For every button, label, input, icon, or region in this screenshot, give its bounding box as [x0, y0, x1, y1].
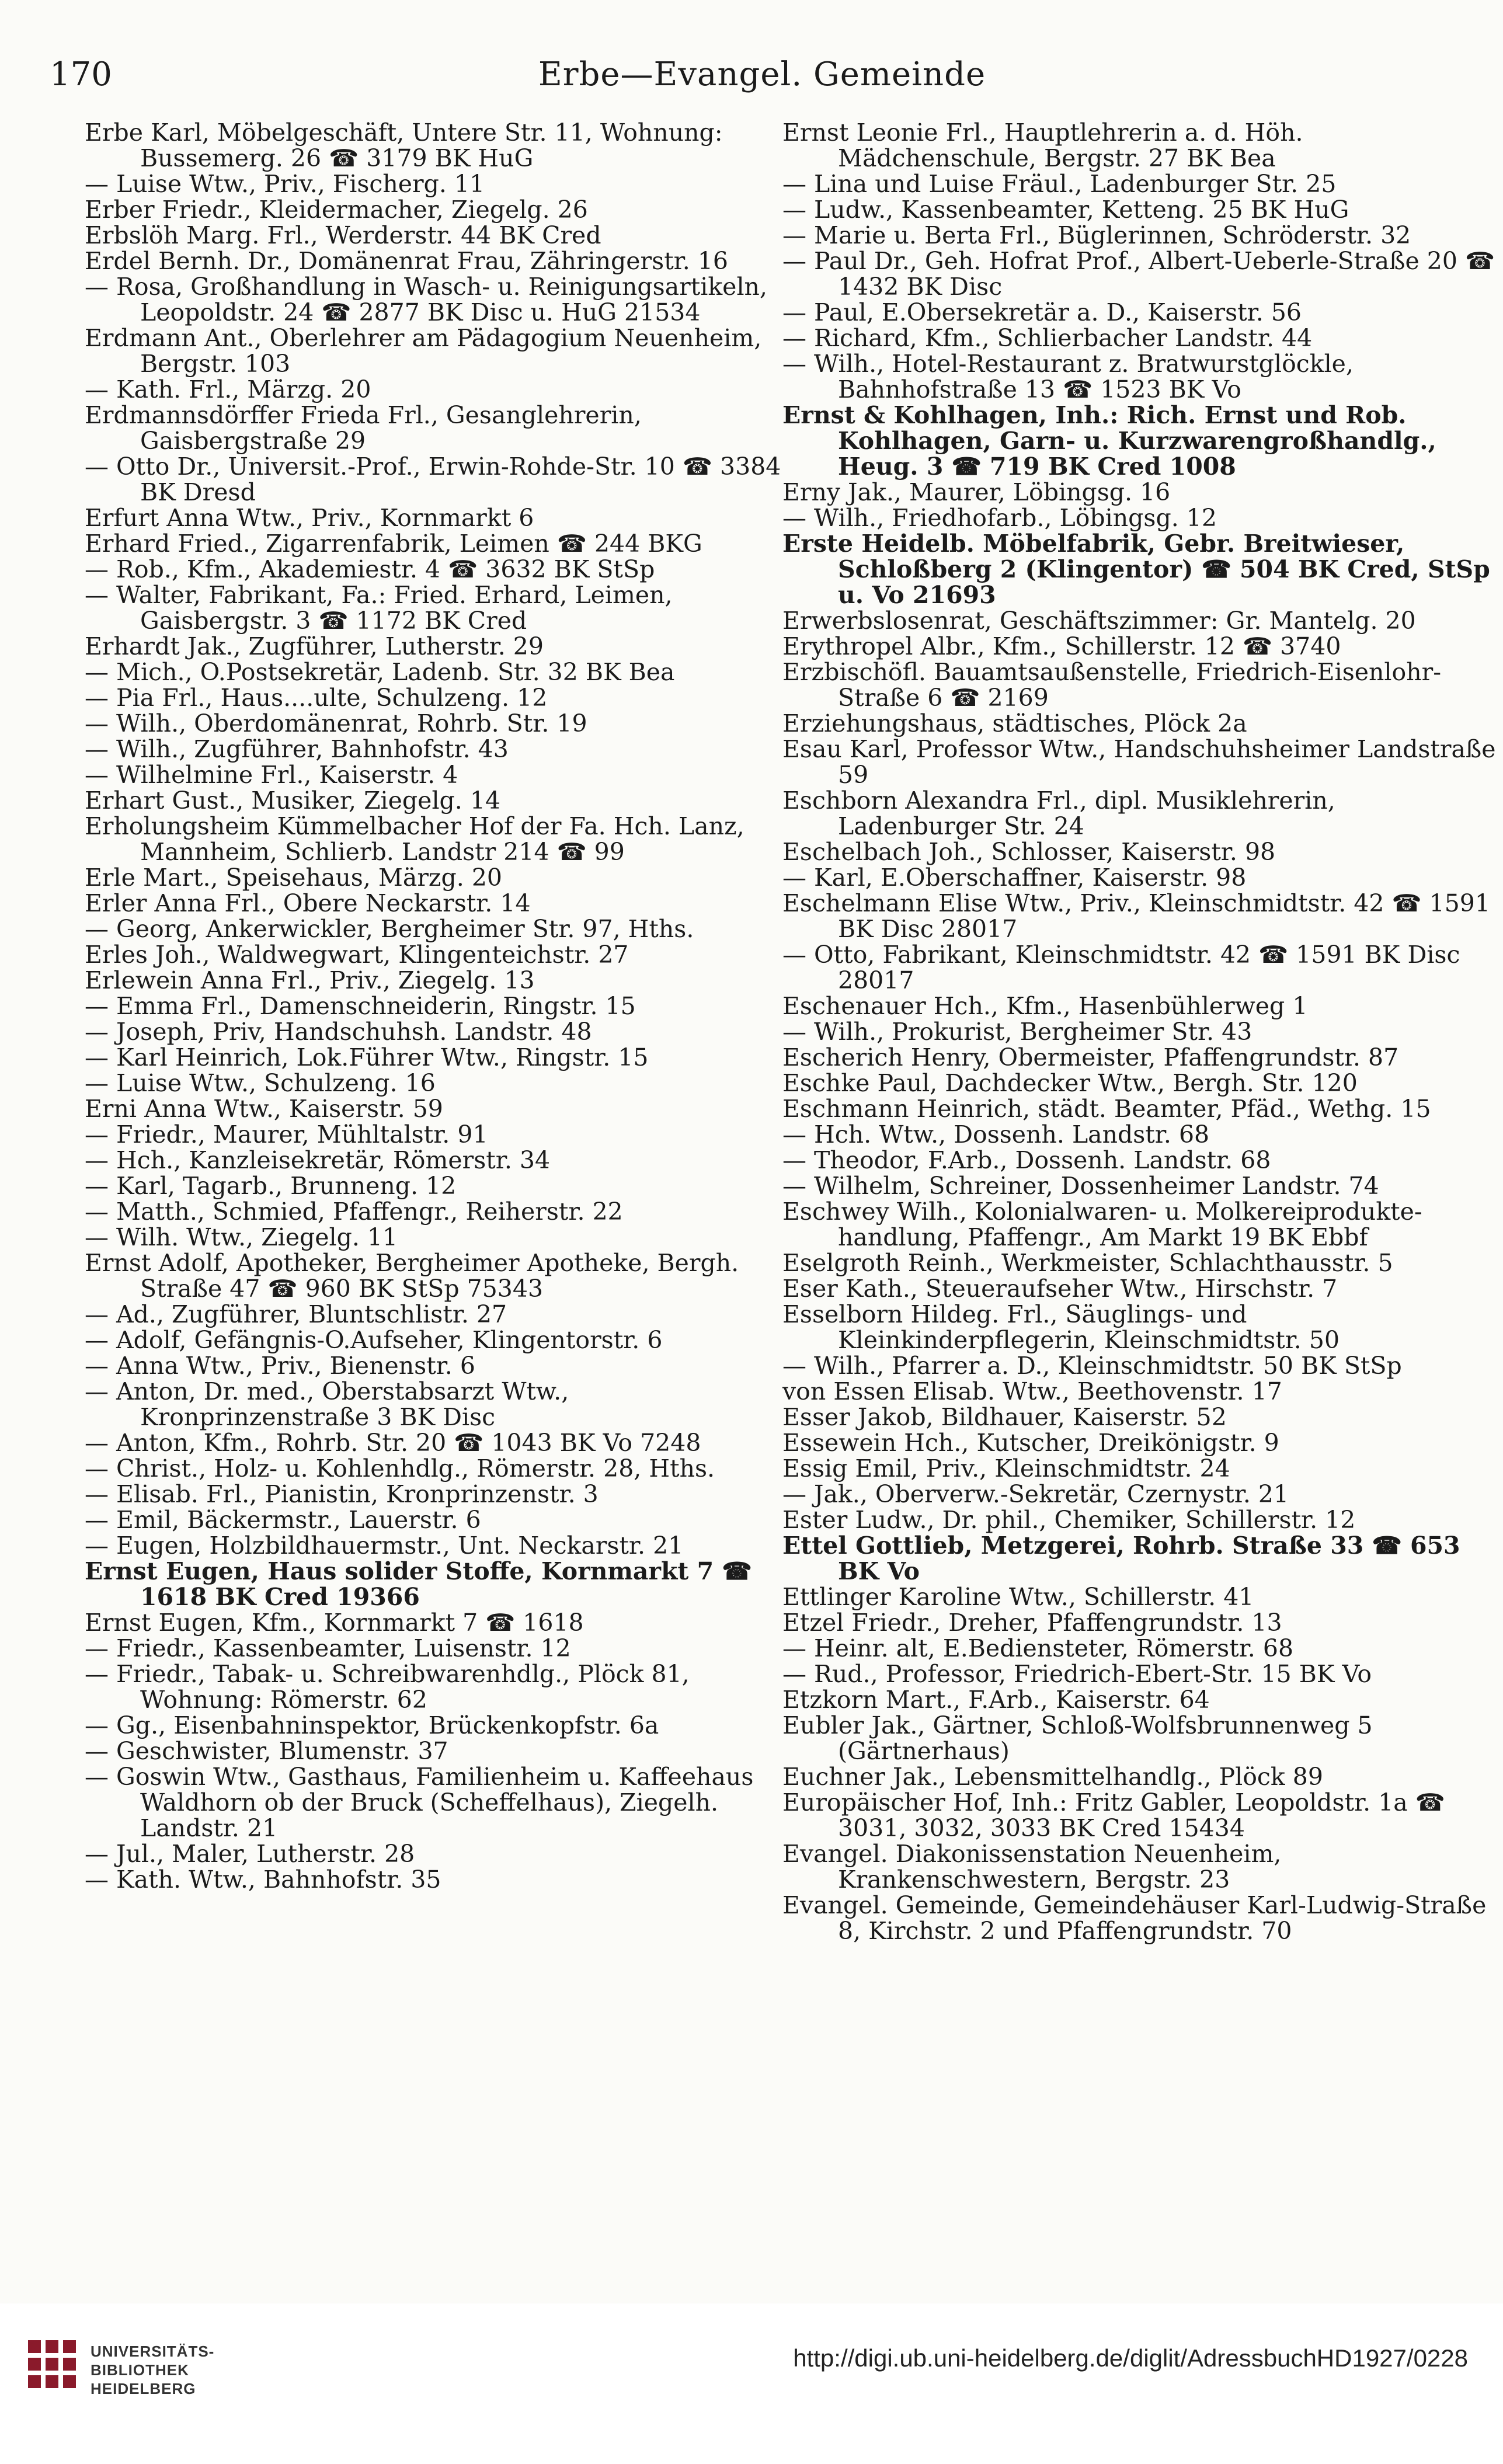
directory-entry: Erhart Gust., Musiker, Ziegelg. 14 — [85, 786, 501, 815]
directory-entry: — Gg., Eisenbahninspektor, Brückenkopfstr. 6a — [85, 1711, 659, 1739]
directory-entry: — Rud., Professor, Friedrich-Ebert-Str. 15 BK Vo — [782, 1660, 1372, 1688]
directory-entry: — Jak., Oberverw.-Sekretär, Czernystr. 21 — [782, 1480, 1289, 1508]
directory-entry: Ernst & Kohlhagen, Inh.: Rich. Ernst und Rob. Kohlhagen, Garn- u. Kurzwarengroßhandlg., Heug. 3 ☎ 719 BK Cred 1008 — [782, 401, 1436, 481]
directory-entry: — Eugen, Holzbildhauermstr., Unt. Neckarstr. 21 — [85, 1532, 684, 1560]
directory-entry: von Essen Elisab. Wtw., Beethovenstr. 17 — [782, 1377, 1282, 1405]
library-logo[interactable] — [23, 2330, 315, 2406]
directory-entry: — Karl, Tagarb., Brunneng. 12 — [85, 1172, 457, 1200]
running-title: Erbe—Evangel. Gemeinde — [538, 55, 986, 93]
directory-entry: Erlewein Anna Frl., Priv., Ziegelg. 13 — [85, 966, 535, 994]
logo-line: BIBLIOTHEK — [91, 2361, 189, 2379]
directory-entry: Eschborn Alexandra Frl., dipl. Musiklehrerin, Ladenburger Str. 24 — [782, 786, 1335, 840]
directory-entry: — Luise Wtw., Schulzeng. 16 — [85, 1069, 436, 1097]
directory-entry: — Emil, Bäckermstr., Lauerstr. 6 — [85, 1506, 481, 1534]
logo-line: HEIDELBERG — [91, 2380, 196, 2397]
directory-entry: — Friedr., Tabak- u. Schreibwarenhdlg., Plöck 81, Wohnung: Römerstr. 62 — [85, 1660, 690, 1714]
directory-entry: — Paul, E.Obersekretär a. D., Kaiserstr. 56 — [782, 298, 1302, 326]
directory-entry: Etzel Friedr., Dreher, Pfaffengrundstr. 13 — [782, 1609, 1282, 1637]
directory-entry: — Emma Frl., Damenschneiderin, Ringstr. 15 — [85, 992, 636, 1020]
directory-entry: Ernst Adolf, Apotheker, Bergheimer Apotheke, Bergh. Straße 47 ☎ 960 BK StSp 75343 — [85, 1249, 739, 1303]
directory-entry: — Friedr., Kassenbeamter, Luisenstr. 12 — [85, 1634, 571, 1662]
directory-entry: Esselborn Hildeg. Frl., Säuglings- und Kleinkinderpflegerin, Kleinschmidtstr. 50 — [782, 1300, 1340, 1354]
directory-entry: — Hch. Wtw., Dossenh. Landstr. 68 — [782, 1120, 1210, 1149]
directory-entry: Essig Emil, Priv., Kleinschmidtstr. 24 — [782, 1454, 1230, 1482]
directory-entry: Ernst Eugen, Kfm., Kornmarkt 7 ☎ 1618 — [85, 1609, 584, 1637]
source-url-link[interactable]: http://digi.ub.uni-heidelberg.de/diglit/AdressbuchHD1927/0228 — [793, 2344, 1468, 2372]
left-column — [85, 120, 800, 1892]
directory-entry: Etzkorn Mart., F.Arb., Kaiserstr. 64 — [782, 1686, 1210, 1714]
directory-entry: — Kath. Frl., Märzg. 20 — [85, 375, 371, 403]
directory-entry: — Heinr. alt, E.Bediensteter, Römerstr. 68 — [782, 1634, 1294, 1662]
directory-entry: Erny Jak., Maurer, Löbingsg. 16 — [782, 478, 1171, 506]
directory-entry: — Georg, Ankerwickler, Bergheimer Str. 97, Hths. — [85, 915, 694, 943]
directory-entry: Erni Anna Wtw., Kaiserstr. 59 — [85, 1095, 443, 1123]
directory-entry: — Richard, Kfm., Schlierbacher Landstr. 44 — [782, 324, 1313, 352]
directory-entry: — Lina und Luise Fräul., Ladenburger Str. 25 — [782, 170, 1337, 198]
directory-entry: — Wilh. Wtw., Ziegelg. 11 — [85, 1223, 398, 1251]
directory-entry: Europäischer Hof, Inh.: Fritz Gabler, Leopoldstr. 1a ☎ 3031, 3032, 3033 BK Cred 15434 — [782, 1788, 1445, 1842]
directory-entry: — Rosa, Großhandlung in Wasch- u. Reinigungsartikeln, Leopoldstr. 24 ☎ 2877 BK Disc u. HuG 21534 — [85, 273, 768, 326]
directory-entry: — Adolf, Gefängnis-O.Aufseher, Klingentorstr. 6 — [85, 1326, 663, 1354]
directory-entry: — Anton, Kfm., Rohrb. Str. 20 ☎ 1043 BK Vo 7248 — [85, 1429, 701, 1457]
page-header — [50, 55, 1474, 102]
directory-entry: Erythropel Albr., Kfm., Schillerstr. 12 ☎ 3740 — [782, 632, 1341, 660]
directory-entry: Esau Karl, Professor Wtw., Handschuhsheimer Landstraße 59 — [782, 735, 1496, 789]
directory-entry: — Paul Dr., Geh. Hofrat Prof., Albert-Ueberle-Straße 20 ☎ 1432 BK Disc — [782, 247, 1495, 301]
directory-entry: Erste Heidelb. Möbelfabrik, Gebr. Breitwieser, Schloßberg 2 (Klingentor) ☎ 504 BK Cred, StSp u. Vo 21693 — [782, 530, 1490, 609]
directory-entry: Eser Kath., Steueraufseher Wtw., Hirschstr. 7 — [782, 1275, 1338, 1303]
directory-entry: — Geschwister, Blumenstr. 37 — [85, 1737, 448, 1765]
directory-entry: — Walter, Fabrikant, Fa.: Fried. Erhard, Leimen, Gaisbergstr. 3 ☎ 1172 BK Cred — [85, 581, 673, 635]
directory-entry: — Goswin Wtw., Gasthaus, Familienheim u. Kaffeehaus Waldhorn ob der Bruck (Scheffelhaus), Ziegelh. Landstr. 21 — [85, 1763, 754, 1842]
directory-entry: Eselgroth Reinh., Werkmeister, Schlachthausstr. 5 — [782, 1249, 1393, 1277]
page-number: 170 — [50, 55, 112, 93]
directory-entry: Euchner Jak., Lebensmittelhandlg., Plöck 89 — [782, 1763, 1323, 1791]
directory-entry: — Otto Dr., Universit.-Prof., Erwin-Rohde-Str. 10 ☎ 3384 BK Dresd — [85, 453, 781, 506]
directory-entry: Eschelbach Joh., Schlosser, Kaiserstr. 98 — [782, 838, 1276, 866]
directory-entry: — Rob., Kfm., Akademiestr. 4 ☎ 3632 BK StSp — [85, 555, 655, 583]
directory-entry: — Wilh., Friedhofarb., Löbingsg. 12 — [782, 504, 1217, 532]
directory-entry: — Friedr., Maurer, Mühltalstr. 91 — [85, 1120, 488, 1149]
directory-entry: Escherich Henry, Obermeister, Pfaffengrundstr. 87 — [782, 1043, 1399, 1071]
library-logo-icon — [23, 2336, 82, 2394]
directory-entry: Eschwey Wilh., Kolonialwaren- u. Molkereiprodukte-handlung, Pfaffengr., Am Markt 19 BK Ebbf — [782, 1198, 1422, 1251]
directory-entry: Eschenauer Hch., Kfm., Hasenbühlerweg 1 — [782, 992, 1308, 1020]
directory-entry: Ernst Eugen, Haus solider Stoffe, Kornmarkt 7 ☎ 1618 BK Cred 19366 — [85, 1557, 752, 1611]
directory-entry: — Wilh., Oberdomänenrat, Rohrb. Str. 19 — [85, 709, 587, 737]
directory-entry: Ernst Leonie Frl., Hauptlehrerin a. d. Höh. Mädchenschule, Bergstr. 27 BK Bea — [782, 119, 1303, 172]
directory-entry: — Wilh., Prokurist, Bergheimer Str. 43 — [782, 1018, 1252, 1046]
directory-entry: — Wilh., Zugführer, Bahnhofstr. 43 — [85, 735, 509, 763]
directory-entry: — Jul., Maler, Lutherstr. 28 — [85, 1840, 415, 1868]
directory-entry: Eschmann Heinrich, städt. Beamter, Pfäd., Wethg. 15 — [782, 1095, 1431, 1123]
directory-entry: — Marie u. Berta Frl., Büglerinnen, Schröderstr. 32 — [782, 221, 1411, 249]
directory-entry: Erler Anna Frl., Obere Neckarstr. 14 — [85, 889, 531, 917]
logo-line: UNIVERSITÄTS- — [91, 2343, 215, 2360]
directory-entry: — Pia Frl., Haus....ulte, Schulzeng. 12 — [85, 684, 548, 712]
directory-entry: Erziehungshaus, städtisches, Plöck 2a — [782, 709, 1247, 737]
directory-entry: — Ludw., Kassenbeamter, Ketteng. 25 BK HuG — [782, 196, 1349, 224]
directory-entry: Evangel. Diakonissenstation Neuenheim, Krankenschwestern, Bergstr. 23 — [782, 1840, 1282, 1894]
footer — [0, 2303, 1503, 2464]
directory-entry: — Joseph, Priv, Handschuhsh. Landstr. 48 — [85, 1018, 592, 1046]
directory-entry: Erbe Karl, Möbelgeschäft, Untere Str. 11, Wohnung: Bussemerg. 26 ☎ 3179 BK HuG — [85, 119, 723, 172]
directory-entry: — Wilh., Pfarrer a. D., Kleinschmidtstr. 50 BK StSp — [782, 1352, 1402, 1380]
directory-entry: Erhardt Jak., Zugführer, Lutherstr. 29 — [85, 632, 544, 660]
directory-entry: — Wilhelmine Frl., Kaiserstr. 4 — [85, 761, 458, 789]
directory-entry: — Anna Wtw., Priv., Bienenstr. 6 — [85, 1352, 475, 1380]
directory-entry: — Ad., Zugführer, Bluntschlistr. 27 — [85, 1300, 507, 1328]
directory-entry: Esser Jakob, Bildhauer, Kaiserstr. 52 — [782, 1403, 1227, 1431]
directory-entry: Evangel. Gemeinde, Gemeindehäuser Karl-Ludwig-Straße 8, Kirchstr. 2 und Pfaffengrundstr. 70 — [782, 1891, 1487, 1945]
directory-entry: — Karl Heinrich, Lok.Führer Wtw., Ringstr. 15 — [85, 1043, 649, 1071]
directory-entry: Erholungsheim Kümmelbacher Hof der Fa. Hch. Lanz, Mannheim, Schlierb. Landstr 214 ☎ 99 — [85, 812, 744, 866]
directory-entry: Ettlinger Karoline Wtw., Schillerstr. 41 — [782, 1583, 1254, 1611]
directory-entry: Ettel Gottlieb, Metzgerei, Rohrb. Straße 33 ☎ 653 BK Vo — [782, 1532, 1460, 1585]
directory-entry: — Elisab. Frl., Pianistin, Kronprinzenstr. 3 — [85, 1480, 599, 1508]
directory-entry: — Luise Wtw., Priv., Fischerg. 11 — [85, 170, 485, 198]
directory-entry: Erber Friedr., Kleidermacher, Ziegelg. 26 — [85, 196, 588, 224]
directory-entry: Erbslöh Marg. Frl., Werderstr. 44 BK Cred — [85, 221, 601, 249]
directory-entry: Erzbischöfl. Bauamtsaußenstelle, Friedrich-Eisenlohr-Straße 6 ☎ 2169 — [782, 658, 1442, 712]
directory-entry: — Karl, E.Oberschaffner, Kaiserstr. 98 — [782, 864, 1247, 892]
directory-entry: Erles Joh., Waldwegwart, Klingenteichstr. 27 — [85, 941, 629, 969]
directory-entry: Erdel Bernh. Dr., Domänenrat Frau, Zähringerstr. 16 — [85, 247, 728, 275]
directory-entry: Erfurt Anna Wtw., Priv., Kornmarkt 6 — [85, 504, 534, 532]
directory-entry: Erdmannsdörffer Frieda Frl., Gesanglehrerin, Gaisbergstraße 29 — [85, 401, 642, 455]
directory-entry: — Kath. Wtw., Bahnhofstr. 35 — [85, 1866, 441, 1894]
directory-entry: — Anton, Dr. med., Oberstabsarzt Wtw., Kronprinzenstraße 3 BK Disc — [85, 1377, 569, 1431]
directory-entry: — Mich., O.Postsekretär, Ladenb. Str. 32 BK Bea — [85, 658, 675, 686]
directory-entry: — Hch., Kanzleisekretär, Römerstr. 34 — [85, 1146, 551, 1174]
directory-entry: — Theodor, F.Arb., Dossenh. Landstr. 68 — [782, 1146, 1271, 1174]
directory-entry: — Wilhelm, Schreiner, Dossenheimer Landstr. 74 — [782, 1172, 1379, 1200]
directory-entry: — Otto, Fabrikant, Kleinschmidtstr. 42 ☎ 1591 BK Disc 28017 — [782, 941, 1460, 994]
directory-entry: Ester Ludw., Dr. phil., Chemiker, Schillerstr. 12 — [782, 1506, 1356, 1534]
directory-entry: — Matth., Schmied, Pfaffengr., Reiherstr. 22 — [85, 1198, 623, 1226]
directory-entry: Eubler Jak., Gärtner, Schloß-Wolfsbrunnenweg 5 (Gärtnerhaus) — [782, 1711, 1373, 1765]
directory-entry: Eschke Paul, Dachdecker Wtw., Bergh. Str. 120 — [782, 1069, 1358, 1097]
right-column — [782, 120, 1498, 1944]
directory-entry: Erdmann Ant., Oberlehrer am Pädagogium Neuenheim, Bergstr. 103 — [85, 324, 762, 378]
directory-entry: Erhard Fried., Zigarrenfabrik, Leimen ☎ 244 BKG — [85, 530, 702, 558]
directory-entry: — Christ., Holz- u. Kohlenhdlg., Römerstr. 28, Hths. — [85, 1454, 715, 1482]
directory-entry: Erle Mart., Speisehaus, Märzg. 20 — [85, 864, 503, 892]
directory-entry: Erwerbslosenrat, Geschäftszimmer: Gr. Mantelg. 20 — [782, 607, 1416, 635]
directory-entry: Eschelmann Elise Wtw., Priv., Kleinschmidtstr. 42 ☎ 1591 BK Disc 28017 — [782, 889, 1490, 943]
directory-entry: Essewein Hch., Kutscher, Dreikönigstr. 9 — [782, 1429, 1279, 1457]
directory-entry: — Wilh., Hotel-Restaurant z. Bratwurstglöckle, Bahnhofstraße 13 ☎ 1523 BK Vo — [782, 350, 1354, 403]
